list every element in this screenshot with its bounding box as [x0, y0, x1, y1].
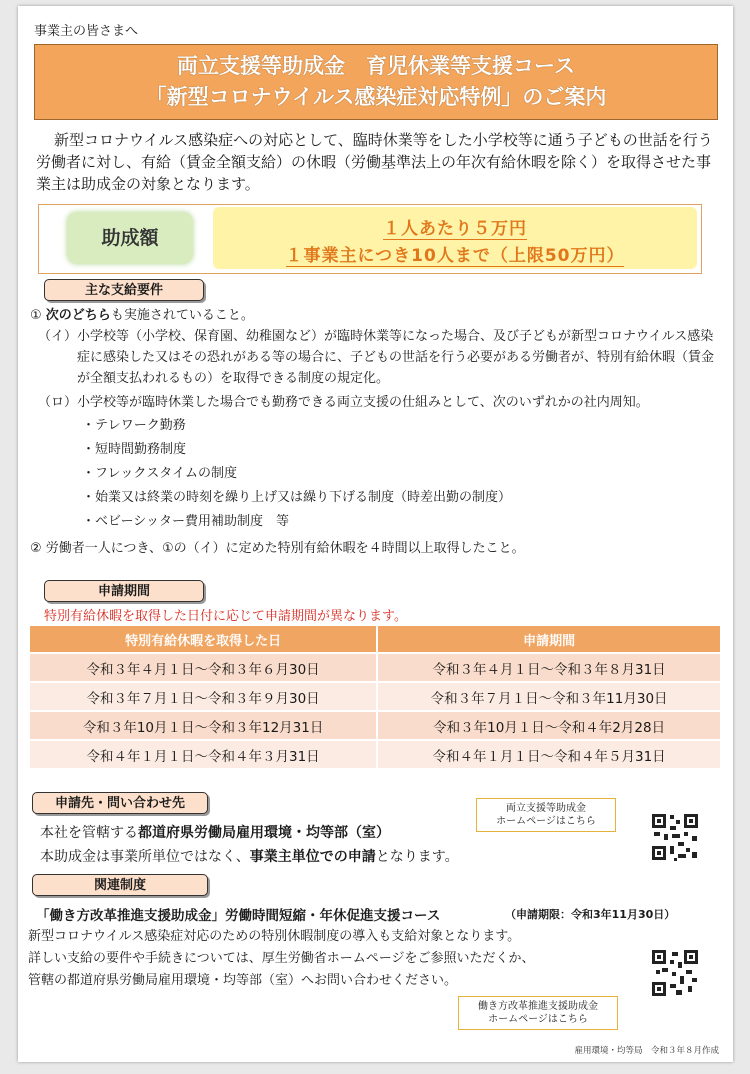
contact-line-1-pre: 本社を管轄する — [40, 825, 138, 841]
list-item: ・テレワーク勤務 — [82, 418, 186, 433]
list-item: ・始業又は終業の時刻を繰り上げ又は繰り下げる制度（時差出勤の制度） — [82, 490, 512, 505]
requirement-1-bold: 次のどちら — [45, 308, 111, 323]
audience-label: 事業主の皆さまへ — [34, 24, 139, 39]
table-row — [30, 741, 720, 768]
table-row — [30, 654, 720, 681]
contact-line-2-pre: 本助成金は事業所単位ではなく、 — [40, 849, 250, 865]
requirement-1-number: ① — [30, 308, 42, 323]
callout-1-line-2: ホームページはこちら — [496, 816, 596, 827]
list-item: ・フレックスタイムの制度 — [82, 466, 237, 481]
requirement-2: ② 労働者一人につき、①の（イ）に定めた特別有給休暇を４時間以上取得したこと。 — [30, 541, 525, 556]
list-item: ・ベビーシッター費用補助制度 等 — [82, 514, 289, 529]
period-table — [30, 624, 720, 770]
requirement-a-text: 小学校等（小学校、保育園、幼稚園など）が臨時休業等になった場合、及び子どもが新型コロナウイルス感染症に感染した又はその恐れがある等の場合に、子どもの世話を行う必要がある労働者が、特別有給休暇（賃金が全額支払われるもの）を取得できる制度の規定化。 — [77, 329, 715, 386]
callout-hatarakikata-homepage — [458, 996, 618, 1030]
table-cell: 令和３年10月１日～令和３年12月31日 — [30, 712, 376, 739]
related-line-1: 新型コロナウイルス感染症対応のための特別休暇制度の導入も支給対象となります。 — [28, 929, 521, 944]
requirement-b-text: 小学校等が臨時休業した場合でも勤務できる両立支援の仕組みとして、次のいずれかの社内周知。 — [77, 395, 649, 410]
related-deadline: （申請期限：令和3年11月30日） — [505, 908, 676, 921]
table-cell: 令和３年４月１日～令和３年６月30日 — [30, 654, 376, 681]
period-tab: 申請期間 — [44, 580, 204, 602]
callout-2-line-1: 働き方改革推進支援助成金 — [478, 1001, 598, 1012]
title-line-2: 「新型コロナウイルス感染症対応特例」のご案内 — [145, 85, 607, 109]
callout-ryoritsu-homepage — [476, 798, 616, 832]
requirements-body — [30, 305, 725, 559]
table-cell: 令和３年10月１日～令和４年2月28日 — [376, 712, 720, 739]
amount-line-2 — [213, 241, 697, 266]
table-header-cell: 申請期間 — [376, 626, 720, 652]
requirement-b-list — [30, 414, 725, 534]
amount-label: 助成額 — [67, 212, 193, 264]
table-header-cell: 特別有給休暇を取得した日 — [30, 626, 376, 652]
requirements-tab: 主な支給要件 — [44, 279, 204, 301]
related-title: 「働き方改革推進支援助成金」労働時間短縮・年休促進支援コース — [36, 908, 441, 924]
contact-line-2-bold: 事業主単位での申請 — [249, 849, 376, 865]
related-tab: 関連制度 — [32, 874, 208, 896]
related-line-2: 詳しい支給の要件や手続きについては、厚生労働省ホームページをご参照いただくか、 — [28, 951, 535, 966]
amount-box — [38, 204, 702, 274]
table-header-row — [30, 626, 720, 652]
qr-code-hatarakikata-icon[interactable] — [650, 948, 700, 998]
table-cell: 令和４年１月１日～令和４年３月31日 — [30, 741, 376, 768]
amount-line-2-text: １事業主につき10人まで（上限50万円） — [285, 246, 625, 266]
period-table-wrapper — [30, 624, 720, 770]
title-banner — [34, 44, 718, 120]
requirement-1-rest: も実施されていること。 — [110, 308, 254, 323]
contact-tab: 申請先・問い合わせ先 — [32, 792, 208, 814]
related-line-3: 管轄の都道府県労働局雇用環境・均等部（室）へお問い合わせください。 — [28, 973, 458, 988]
table-row — [30, 712, 720, 739]
requirement-b-label: （ロ） — [38, 395, 78, 410]
contact-line-2-post: となります。 — [375, 849, 459, 865]
requirement-1-a — [30, 326, 725, 389]
table-row — [30, 683, 720, 710]
list-item: ・短時間勤務制度 — [82, 442, 187, 457]
intro-paragraph: 新型コロナウイルス感染症への対応として、臨時休業等をした小学校等に通う子どもの世話を行う労働者に対し、有給（賃金全額支給）の休暇（労働基準法上の年次有給休暇を除く）を取得させた事業主は助成金の対象となります。 — [36, 131, 713, 193]
contact-line-1 — [40, 821, 459, 845]
related-body — [28, 926, 534, 992]
contact-line-2 — [40, 845, 459, 869]
table-cell: 令和３年７月１日～令和３年９月30日 — [30, 683, 376, 710]
contact-line-1-bold: 都道府県労働局雇用環境・均等部（室） — [138, 825, 390, 841]
period-note: 特別有給休暇を取得した日付に応じて申請期間が異なります。 — [44, 609, 407, 624]
requirement-1-b — [30, 392, 725, 413]
footer-credit: 雇用環境・均等局 令和３年８月作成 — [574, 1046, 719, 1056]
table-cell: 令和３年７月１日～令和３年11月30日 — [376, 683, 720, 710]
title-line-1: 両立支援等助成金 育児休業等支援コース — [177, 54, 575, 78]
flyer-page — [18, 6, 733, 1062]
table-cell: 令和３年４月１日～令和３年８月31日 — [376, 654, 720, 681]
contact-body — [40, 821, 459, 869]
amount-line-1-text: １人あたり５万円 — [383, 219, 527, 239]
callout-1-line-1: 両立支援等助成金 — [506, 803, 586, 814]
qr-code-ryoritsu-icon[interactable] — [650, 812, 700, 862]
requirement-1 — [30, 305, 725, 326]
callout-2-line-2: ホームページはこちら — [488, 1014, 588, 1025]
table-cell: 令和４年１月１日～令和４年５月31日 — [376, 741, 720, 768]
requirement-a-label: （イ） — [38, 329, 78, 344]
amount-line-1 — [213, 214, 697, 239]
